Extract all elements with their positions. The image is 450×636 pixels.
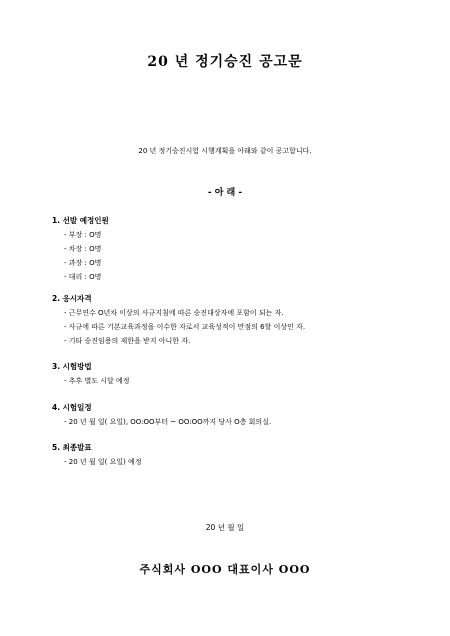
list-item: - 대리 : O명 xyxy=(64,273,102,281)
section-quota xyxy=(52,214,109,284)
list-item: - 부장 : O명 xyxy=(64,231,102,239)
list-item: - 과장 : O명 xyxy=(64,259,102,267)
list-item: - 근무연수 O년차 이상의 사규지침에 따른 승진대상자에 포함이 되는 자. xyxy=(64,309,284,317)
section-eligibility xyxy=(52,292,305,348)
list-item: - 사규에 따른 기본교육과정을 이수한 자로서 교육성적이 만점의 6할 이상인 자. xyxy=(64,323,306,331)
section-heading: 3. 시험방법 xyxy=(52,362,92,371)
section-heading: 5. 최종발표 xyxy=(52,443,92,452)
document-date: 20 년 월 일 xyxy=(205,523,245,532)
section-divider: - 아 래 - xyxy=(207,188,243,198)
list-item: - 추후 별도 시달 예정 xyxy=(64,377,130,385)
list-item: - 20 년 월 일( 요일) 예정 xyxy=(64,458,142,466)
list-item: - 차장 : O명 xyxy=(64,245,102,253)
list-item: - 20 년 월 일( 요일), OO:OO부터 ~ OO:OO까지 당사 O층 회의실. xyxy=(64,418,272,426)
section-method xyxy=(52,360,130,388)
company-signature: 주식회사 OOO 대표이사 OOO xyxy=(139,563,311,576)
section-heading: 1. 선발 예정인원 xyxy=(52,216,109,225)
section-heading: 4. 시험일정 xyxy=(52,403,92,412)
section-announcement xyxy=(52,441,142,469)
section-heading: 2. 응시자격 xyxy=(52,294,92,303)
section-schedule xyxy=(52,401,271,429)
intro-text: 20 년 정기승진시험 시행계획을 아래와 같이 공고합니다. xyxy=(138,147,312,155)
document-title: 20 년 정기승진 공고문 xyxy=(147,54,303,70)
list-item: - 기타 승진임용의 제한을 받지 아니한 자. xyxy=(64,337,191,345)
